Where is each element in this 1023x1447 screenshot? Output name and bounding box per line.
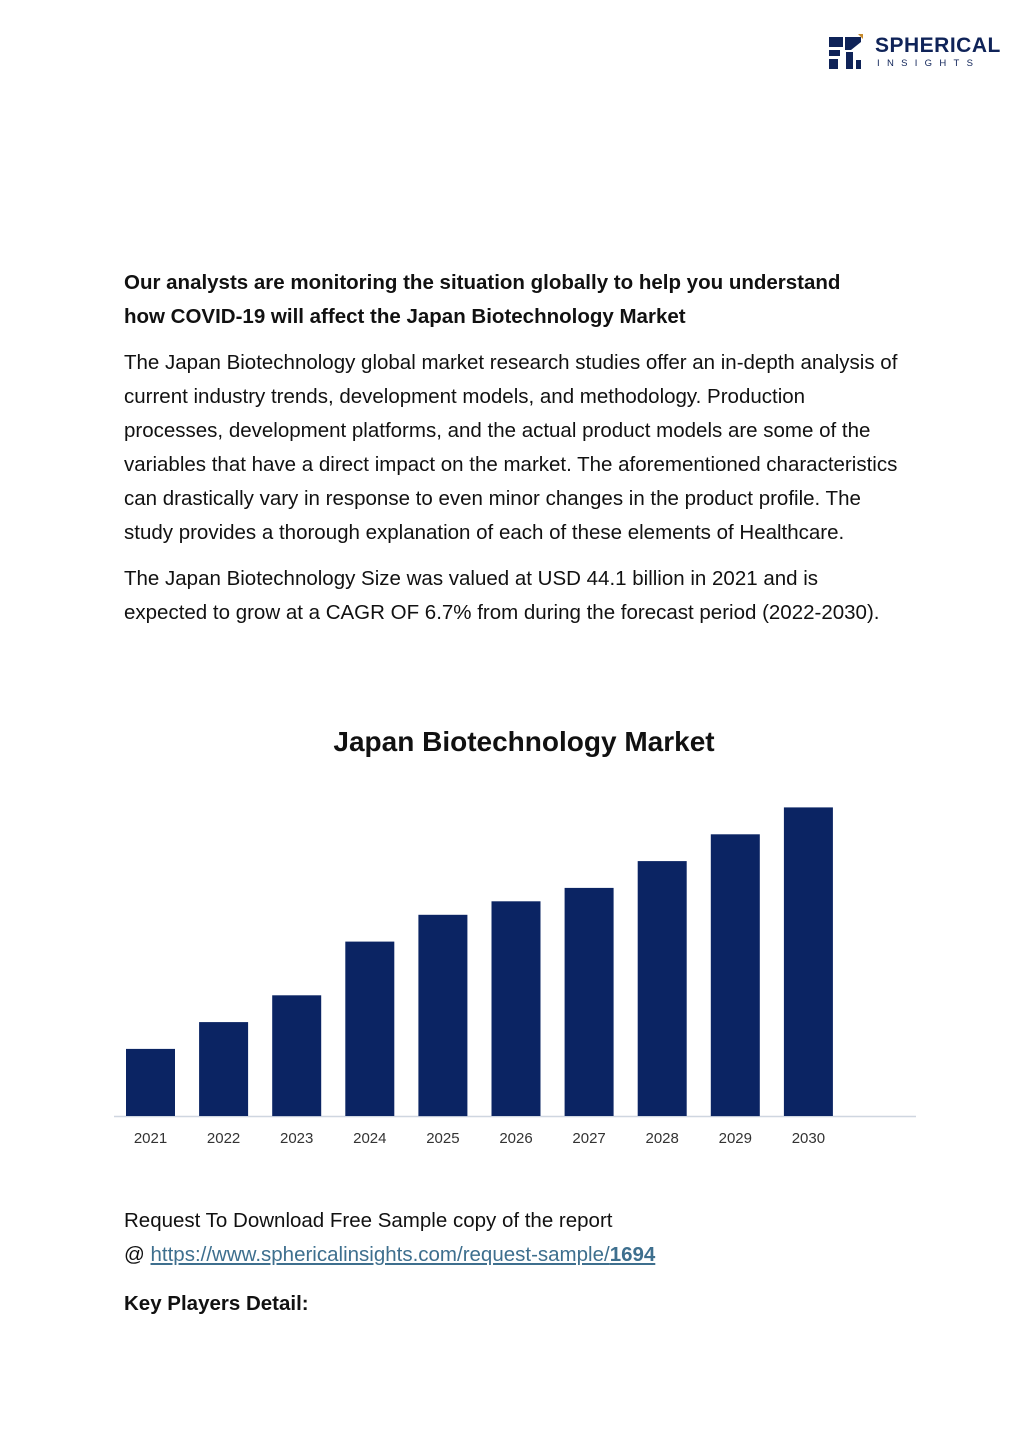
chart-title: Japan Biotechnology Market <box>333 726 715 757</box>
x-tick-label: 2023 <box>280 1130 314 1147</box>
x-tick-label: 2025 <box>426 1130 460 1147</box>
bar-2025 <box>418 915 467 1116</box>
logo-subtitle: INSIGHTS <box>877 58 981 69</box>
bar-2023 <box>272 995 321 1116</box>
request-link-id: 1694 <box>609 1243 656 1266</box>
key-players-heading: Key Players Detail: <box>124 1292 309 1315</box>
bar-2026 <box>492 901 541 1116</box>
heading-line-1: Our analysts are monitoring the situation globally to help you understand <box>124 271 841 294</box>
request-link-text: https://www.sphericalinsights.com/request-sample/ <box>150 1243 610 1266</box>
request-sample-link[interactable] <box>151 1243 656 1266</box>
x-tick-label: 2027 <box>572 1130 606 1147</box>
x-tick-label: 2021 <box>133 1130 168 1147</box>
x-tick-label: 2024 <box>353 1130 387 1147</box>
paragraph-market-size: The Japan Biotechnology Size was valued at USD 44.1 billion in 2021 and is expected to grow at a CAGR OF 6.7% from during the forecast period (2022-2030). <box>124 567 880 624</box>
x-tick-label: 2030 <box>791 1130 826 1147</box>
bar-2028 <box>638 861 687 1116</box>
bar-2021 <box>126 1049 175 1116</box>
x-tick-label: 2028 <box>645 1130 679 1147</box>
at-symbol: @ <box>124 1243 151 1266</box>
bar-2029 <box>711 834 760 1116</box>
paragraph-overview: The Japan Biotechnology global market research studies offer an in-depth analysis of current industry trends, development models, and methodology. Production processes, development platforms, and the actual product models are some of the variables that have a direct impact on the market. The aforementioned characteristics can drastically vary in response to even minor changes in the product profile. The study provides a thorough explanation of each of these elements of Healthcare. <box>124 351 898 544</box>
x-tick-label: 2022 <box>206 1130 241 1147</box>
x-tick-label: 2026 <box>499 1130 533 1147</box>
bar-2022 <box>199 1022 248 1116</box>
x-tick-label: 2029 <box>718 1130 752 1147</box>
heading-line-2: how COVID-19 will affect the Japan Biotechnology Market <box>124 305 686 328</box>
bar-2027 <box>565 888 614 1116</box>
request-text: Request To Download Free Sample copy of the report <box>124 1209 613 1232</box>
request-link-line <box>124 1238 904 1272</box>
logo-wordmark: SPHERICAL <box>875 34 1001 57</box>
request-sample-block <box>124 1204 904 1272</box>
bar-2024 <box>345 942 394 1116</box>
bar-2030 <box>784 807 833 1116</box>
